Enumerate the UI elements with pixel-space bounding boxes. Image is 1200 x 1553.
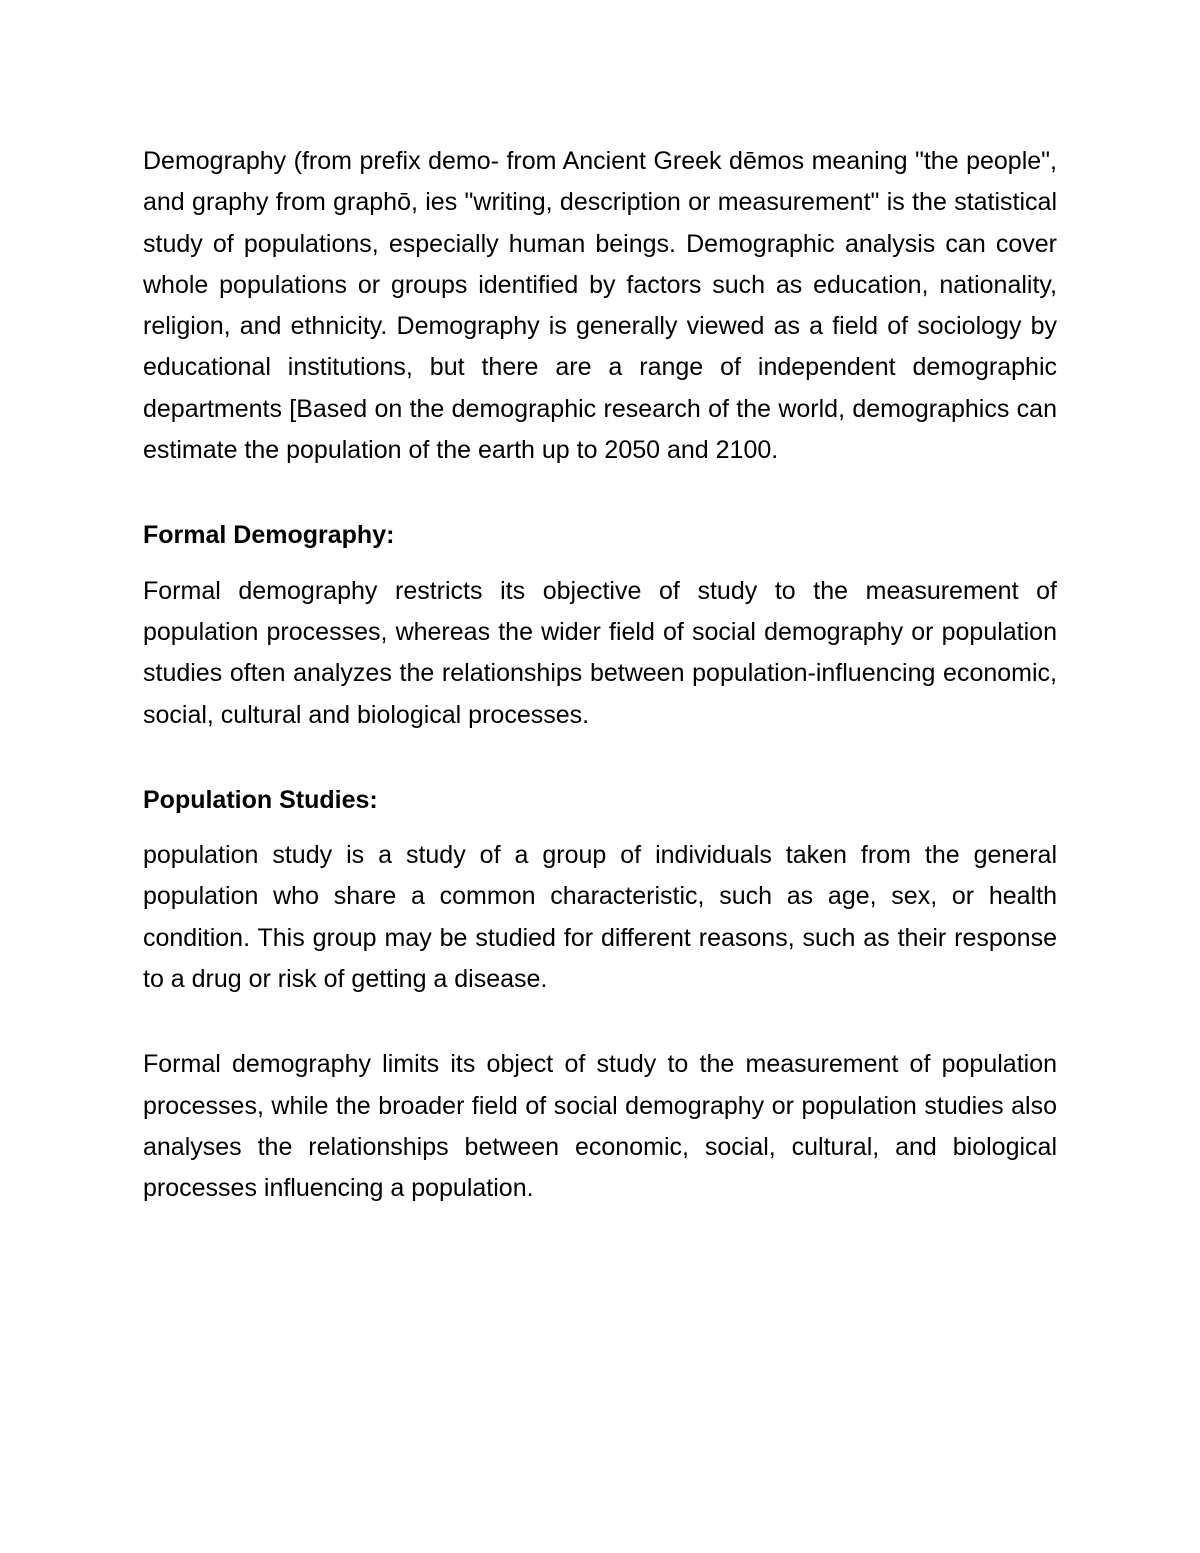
population-studies-paragraph: population study is a study of a group of individuals taken from the general population who share a common characteristic, such as age, sex, or health condition. This group may be studied for different reasons, such as their response to a drug or risk of getting a disease. <box>143 841 1057 994</box>
spacer <box>143 557 1057 571</box>
spacer <box>143 471 1057 515</box>
spacer <box>143 736 1057 780</box>
formal-demography-heading: Formal Demography: <box>143 521 395 550</box>
formal-demography-paragraph: Formal demography restricts its objective of study to the measurement of population processes, whereas the wider field of social demography or population studies often analyzes the relationships between population-influencing economic, social, cultural and biological processes. <box>143 576 1057 729</box>
spacer <box>143 821 1057 835</box>
document-body <box>143 141 1057 1210</box>
intro-paragraph: Demography (from prefix demo- from Ancient Greek dēmos meaning "the people", and graphy from graphō, ies "writing, description or measurement" is the statistical study of populations, especially human beings. Demographic analysis can cover whole populations or groups identified by factors such as education, nationality, religion, and ethnicity. Demography is generally viewed as a field of sociology by educational institutions, but there are a range of independent demographic departments [Based on the demographic research of the world, demographics can estimate the population of the earth up to 2050 and 2100. <box>143 147 1057 465</box>
final-paragraph: Formal demography limits its object of study to the measurement of population processes, while the broader field of social demography or population studies also analyses the relationships between economic, social, cultural, and biological processes influencing a population. <box>143 1050 1057 1203</box>
population-studies-heading: Population Studies: <box>143 785 378 814</box>
spacer <box>143 1000 1057 1044</box>
